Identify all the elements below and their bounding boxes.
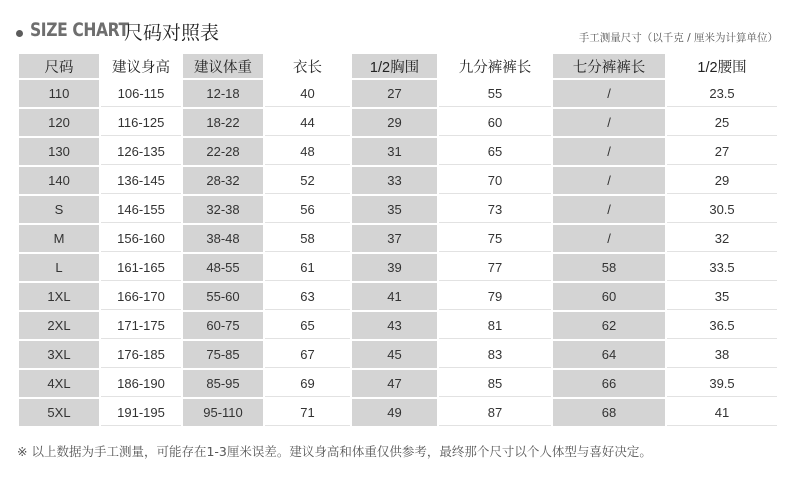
- cell-size: 130: [19, 138, 99, 165]
- cell-length: 58: [265, 225, 350, 252]
- cell-crop-pants: 62: [553, 312, 665, 339]
- cell-length: 40: [265, 80, 350, 107]
- cell-length: 65: [265, 312, 350, 339]
- table-body: [19, 80, 777, 426]
- footnote: ※ 以上数据为手工测量，可能存在1-3厘米误差。建议身高和体重仅供参考，最终那个尺寸以个人体型与喜好决定。: [17, 444, 652, 459]
- cell-height: 171-175: [101, 312, 181, 339]
- cell-length: 71: [265, 399, 350, 426]
- cell-height: 176-185: [101, 341, 181, 368]
- cell-waist: 35: [667, 283, 777, 310]
- table-row: [19, 254, 777, 281]
- cell-weight: 38-48: [183, 225, 263, 252]
- cell-chest: 35: [352, 196, 437, 223]
- cell-waist: 27: [667, 138, 777, 165]
- cell-length: 63: [265, 283, 350, 310]
- cell-waist: 33.5: [667, 254, 777, 281]
- cell-length: 52: [265, 167, 350, 194]
- cell-long-pants: 55: [439, 80, 551, 107]
- cell-long-pants: 81: [439, 312, 551, 339]
- cell-length: 48: [265, 138, 350, 165]
- cell-waist: 25: [667, 109, 777, 136]
- cell-crop-pants: /: [553, 225, 665, 252]
- cell-waist: 29: [667, 167, 777, 194]
- cell-long-pants: 85: [439, 370, 551, 397]
- cell-weight: 75-85: [183, 341, 263, 368]
- cell-crop-pants: 58: [553, 254, 665, 281]
- cell-chest: 39: [352, 254, 437, 281]
- cell-long-pants: 73: [439, 196, 551, 223]
- cell-long-pants: 70: [439, 167, 551, 194]
- cell-size: 3XL: [19, 341, 99, 368]
- table-row: [19, 399, 777, 426]
- cell-size: 2XL: [19, 312, 99, 339]
- cell-chest: 37: [352, 225, 437, 252]
- table-row: [19, 138, 777, 165]
- cell-length: 61: [265, 254, 350, 281]
- cell-crop-pants: 66: [553, 370, 665, 397]
- cell-crop-pants: 68: [553, 399, 665, 426]
- table-row: [19, 80, 777, 107]
- cell-crop-pants: 64: [553, 341, 665, 368]
- cell-height: 146-155: [101, 196, 181, 223]
- cell-crop-pants: /: [553, 167, 665, 194]
- cell-waist: 38: [667, 341, 777, 368]
- table-row: [19, 312, 777, 339]
- cell-weight: 18-22: [183, 109, 263, 136]
- cell-height: 166-170: [101, 283, 181, 310]
- cell-chest: 29: [352, 109, 437, 136]
- cell-height: 126-135: [101, 138, 181, 165]
- cell-height: 156-160: [101, 225, 181, 252]
- cell-chest: 33: [352, 167, 437, 194]
- column-header-weight: 建议体重: [183, 54, 263, 78]
- cell-waist: 32: [667, 225, 777, 252]
- cell-size: L: [19, 254, 99, 281]
- cell-long-pants: 87: [439, 399, 551, 426]
- cell-crop-pants: /: [553, 138, 665, 165]
- cell-size: 140: [19, 167, 99, 194]
- column-header-height: 建议身高: [101, 54, 181, 78]
- cell-waist: 30.5: [667, 196, 777, 223]
- cell-chest: 45: [352, 341, 437, 368]
- table-header-row: [19, 54, 777, 78]
- cell-height: 161-165: [101, 254, 181, 281]
- cell-height: 136-145: [101, 167, 181, 194]
- cell-long-pants: 65: [439, 138, 551, 165]
- cell-height: 186-190: [101, 370, 181, 397]
- column-header-size: 尺码: [19, 54, 99, 78]
- cell-waist: 36.5: [667, 312, 777, 339]
- cell-weight: 28-32: [183, 167, 263, 194]
- header: [14, 16, 778, 50]
- cell-long-pants: 79: [439, 283, 551, 310]
- cell-weight: 12-18: [183, 80, 263, 107]
- cell-height: 191-195: [101, 399, 181, 426]
- column-header-length: 衣长: [265, 54, 350, 78]
- cell-weight: 22-28: [183, 138, 263, 165]
- cell-weight: 48-55: [183, 254, 263, 281]
- cell-long-pants: 60: [439, 109, 551, 136]
- cell-chest: 47: [352, 370, 437, 397]
- cell-size: M: [19, 225, 99, 252]
- cell-chest: 27: [352, 80, 437, 107]
- cell-weight: 85-95: [183, 370, 263, 397]
- table-row: [19, 341, 777, 368]
- cell-crop-pants: /: [553, 80, 665, 107]
- cell-waist: 41: [667, 399, 777, 426]
- table-row: [19, 283, 777, 310]
- cell-height: 116-125: [101, 109, 181, 136]
- cell-crop-pants: 60: [553, 283, 665, 310]
- table-row: [19, 167, 777, 194]
- cell-chest: 49: [352, 399, 437, 426]
- table-row: [19, 370, 777, 397]
- cell-long-pants: 75: [439, 225, 551, 252]
- title-en: SIZE CHART: [30, 19, 129, 41]
- bullet-dot-icon: [16, 30, 23, 37]
- cell-long-pants: 77: [439, 254, 551, 281]
- cell-size: 120: [19, 109, 99, 136]
- cell-chest: 43: [352, 312, 437, 339]
- table-row: [19, 109, 777, 136]
- measurement-note: 手工测量尺寸（以千克 / 厘米为计算单位）: [578, 32, 778, 44]
- cell-long-pants: 83: [439, 341, 551, 368]
- table-row: [19, 225, 777, 252]
- cell-size: 5XL: [19, 399, 99, 426]
- cell-weight: 55-60: [183, 283, 263, 310]
- cell-chest: 41: [352, 283, 437, 310]
- cell-length: 67: [265, 341, 350, 368]
- cell-size: 1XL: [19, 283, 99, 310]
- cell-size: 4XL: [19, 370, 99, 397]
- table-row: [19, 196, 777, 223]
- cell-size: 110: [19, 80, 99, 107]
- title-cn: 尺码对照表: [124, 22, 220, 44]
- column-header-chest: 1/2胸围: [352, 54, 437, 78]
- cell-weight: 32-38: [183, 196, 263, 223]
- cell-length: 69: [265, 370, 350, 397]
- cell-waist: 39.5: [667, 370, 777, 397]
- column-header-crop-pants: 七分裤裤长: [553, 54, 665, 78]
- cell-weight: 95-110: [183, 399, 263, 426]
- size-chart-table: [17, 52, 779, 428]
- cell-chest: 31: [352, 138, 437, 165]
- cell-weight: 60-75: [183, 312, 263, 339]
- cell-waist: 23.5: [667, 80, 777, 107]
- cell-length: 44: [265, 109, 350, 136]
- cell-crop-pants: /: [553, 109, 665, 136]
- cell-size: S: [19, 196, 99, 223]
- cell-height: 106-115: [101, 80, 181, 107]
- column-header-waist: 1/2腰围: [667, 54, 777, 78]
- cell-crop-pants: /: [553, 196, 665, 223]
- column-header-long-pants: 九分裤裤长: [439, 54, 551, 78]
- cell-length: 56: [265, 196, 350, 223]
